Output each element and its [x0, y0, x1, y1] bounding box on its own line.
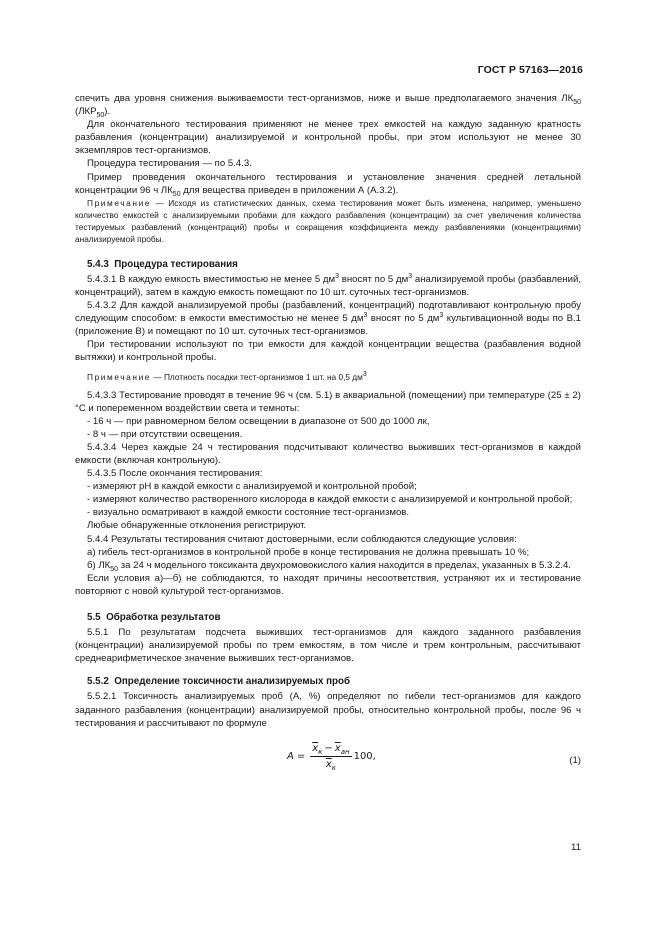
paragraph: Пример проведения окончательного тестирования и установление значения средней летальной концентрации 96 ч $ЛК_{50}$ для вещества приведен в приложении А (А.3.2). [75, 171, 581, 198]
note: Примечание — Исходя из статистических данных, схема тестирования может быть изменена, например, уменьшено количество емкостей с анализируемыми пробами для каждого разбавления (концентрации) за счет увеличения количества тестируемых разбавлений (концентраций) пробы и сокращения коэффициента между разбавлениями (концентрациями) анализируемой пробы. [75, 197, 581, 244]
equation-number: (1) [569, 754, 581, 766]
paragraph: Для окончательного тестирования применяют не менее трех емкостей на каждую заданную кратность разбавления (концентрации) анализируемой и контрольной пробы, при этом используют не менее 30 экземпляров тест-организмов. [75, 119, 581, 157]
paragraph: 5.5.2.1 Токсичность анализируемых проб (А, %) определяют по гибели тест-организмов для каждого заданного разбавления (концентрации) анализируемой пробы, относительно контрольной пробы, после 96 ч тестирования и рассчитывают по формуле [75, 691, 581, 729]
paragraph: Процедура тестирования — по 5.4.3. [87, 158, 252, 170]
paragraph: Любые обнаруженные отклонения регистрируют. [87, 520, 307, 532]
paragraph: 5.4.3.5 После окончания тестирования: [87, 468, 263, 480]
paragraph: спечить два уровня снижения выживаемости тест-организмов, ниже и выше предполагаемого значения $ЛК_{50}$ $(ЛКР_{50})$. [75, 93, 581, 119]
note-label: Примечание [87, 371, 152, 382]
note: Примечание — Плотность посадки тест-организмов 1 шт. на 0,5 $дм^3$ [87, 370, 367, 382]
note-label: Примечание [87, 197, 152, 208]
paragraph: 5.4.3.4 Через каждые 24 ч тестирования подсчитывают количество выживших тест-организмов в каждой емкости (включая контрольную). [75, 441, 581, 466]
list-item: б) $ЛК_{50}$ за 24 ч модельного токсиканта двухромовокислого калия находится в пределах, указанных в 5.3.2.4. [87, 559, 571, 573]
list-item: - 16 ч — при равномерном белом освещении в диапазоне от 500 до 1000 лк, [87, 415, 430, 427]
paragraph: 5.4.4 Результаты тестирования считают достоверными, если соблюдаются следующие условия: [87, 533, 517, 545]
paragraph: При тестировании используют по три емкости для каждой концентрации вещества (разбавления водной вытяжки) и контрольной пробы. [75, 339, 581, 364]
paragraph: 5.5.1 По результатам подсчета выживших тест-организмов для каждого заданного разбавления (концентрации) анализируемой пробы по трем емкостям, в том числе и трем контрольным, рассчитывают среднеарифметическое значение выживших тест-организмов. [75, 627, 581, 665]
paragraph: Если условия а)—б) не соблюдаются, то находят причины несоответствия, устраняют их и тестирование повторяют с новой культурой тест-организмов. [75, 572, 581, 597]
document-body [75, 92, 581, 784]
section-heading: 5.5.2 Определение токсичности анализируемых проб [87, 676, 351, 688]
formula: A = $\frac{\overline{x}_к - \overline{x}_{ан}}{\overline{x}_к}$ 100, [287, 742, 376, 772]
list-item: - измеряют рН в каждой емкости с анализируемой и контрольной пробой; [87, 481, 417, 493]
section-heading: 5.5 Обработка результатов [87, 612, 221, 623]
list-item: - визуально осматривают в каждой емкости состояние тест-организмов. [87, 507, 410, 519]
paragraph: 5.4.3.3 Тестирование проводят в течение 96 ч (см. 5.1) в аквариальной (помещении) при температуре (25 ± 2) °С и попеременном воздействии света и темноты: [75, 389, 581, 414]
document-id-header: ГОСТ Р 57163—2016 [477, 64, 583, 76]
list-item: - 8 ч — при отсутствии освещения. [87, 428, 243, 440]
list-item: а) гибель тест-организмов в контрольной пробе в конце тестирования не должна превышать 10 %; [87, 546, 530, 558]
formula-block [75, 736, 581, 784]
paragraph: 5.4.3.1 В каждую емкость вместимостью не менее 5 $дм^3$ вносят по 5 $дм^3$ анализируемой пробы (разбавлений, концентраций), затем в каждую емкость помещают по 10 шт. суточных тест-организмов. [75, 272, 581, 298]
list-item: - измеряют количество растворенного кислорода в каждой емкости с анализируемой и контрольной пробой; [87, 494, 573, 506]
page-number: 11 [571, 842, 581, 853]
paragraph: 5.4.3.2 Для каждой анализируемой пробы (разбавлений, концентраций) подготавливают контрольную пробу следующим способом: в емкости вместимостью не менее 5 $дм^3$ вносят по 5 $дм^3$ культивационной воды по В.1 (приложение В) и помещают по 10 шт. суточных тест-организмов. [75, 300, 581, 338]
section-heading: 5.4.3 Процедура тестирования [87, 258, 238, 270]
formula-fraction: $\frac{\overline{x}_к - \overline{x}_{ан}}{\overline{x}_к}$ [312, 742, 350, 772]
